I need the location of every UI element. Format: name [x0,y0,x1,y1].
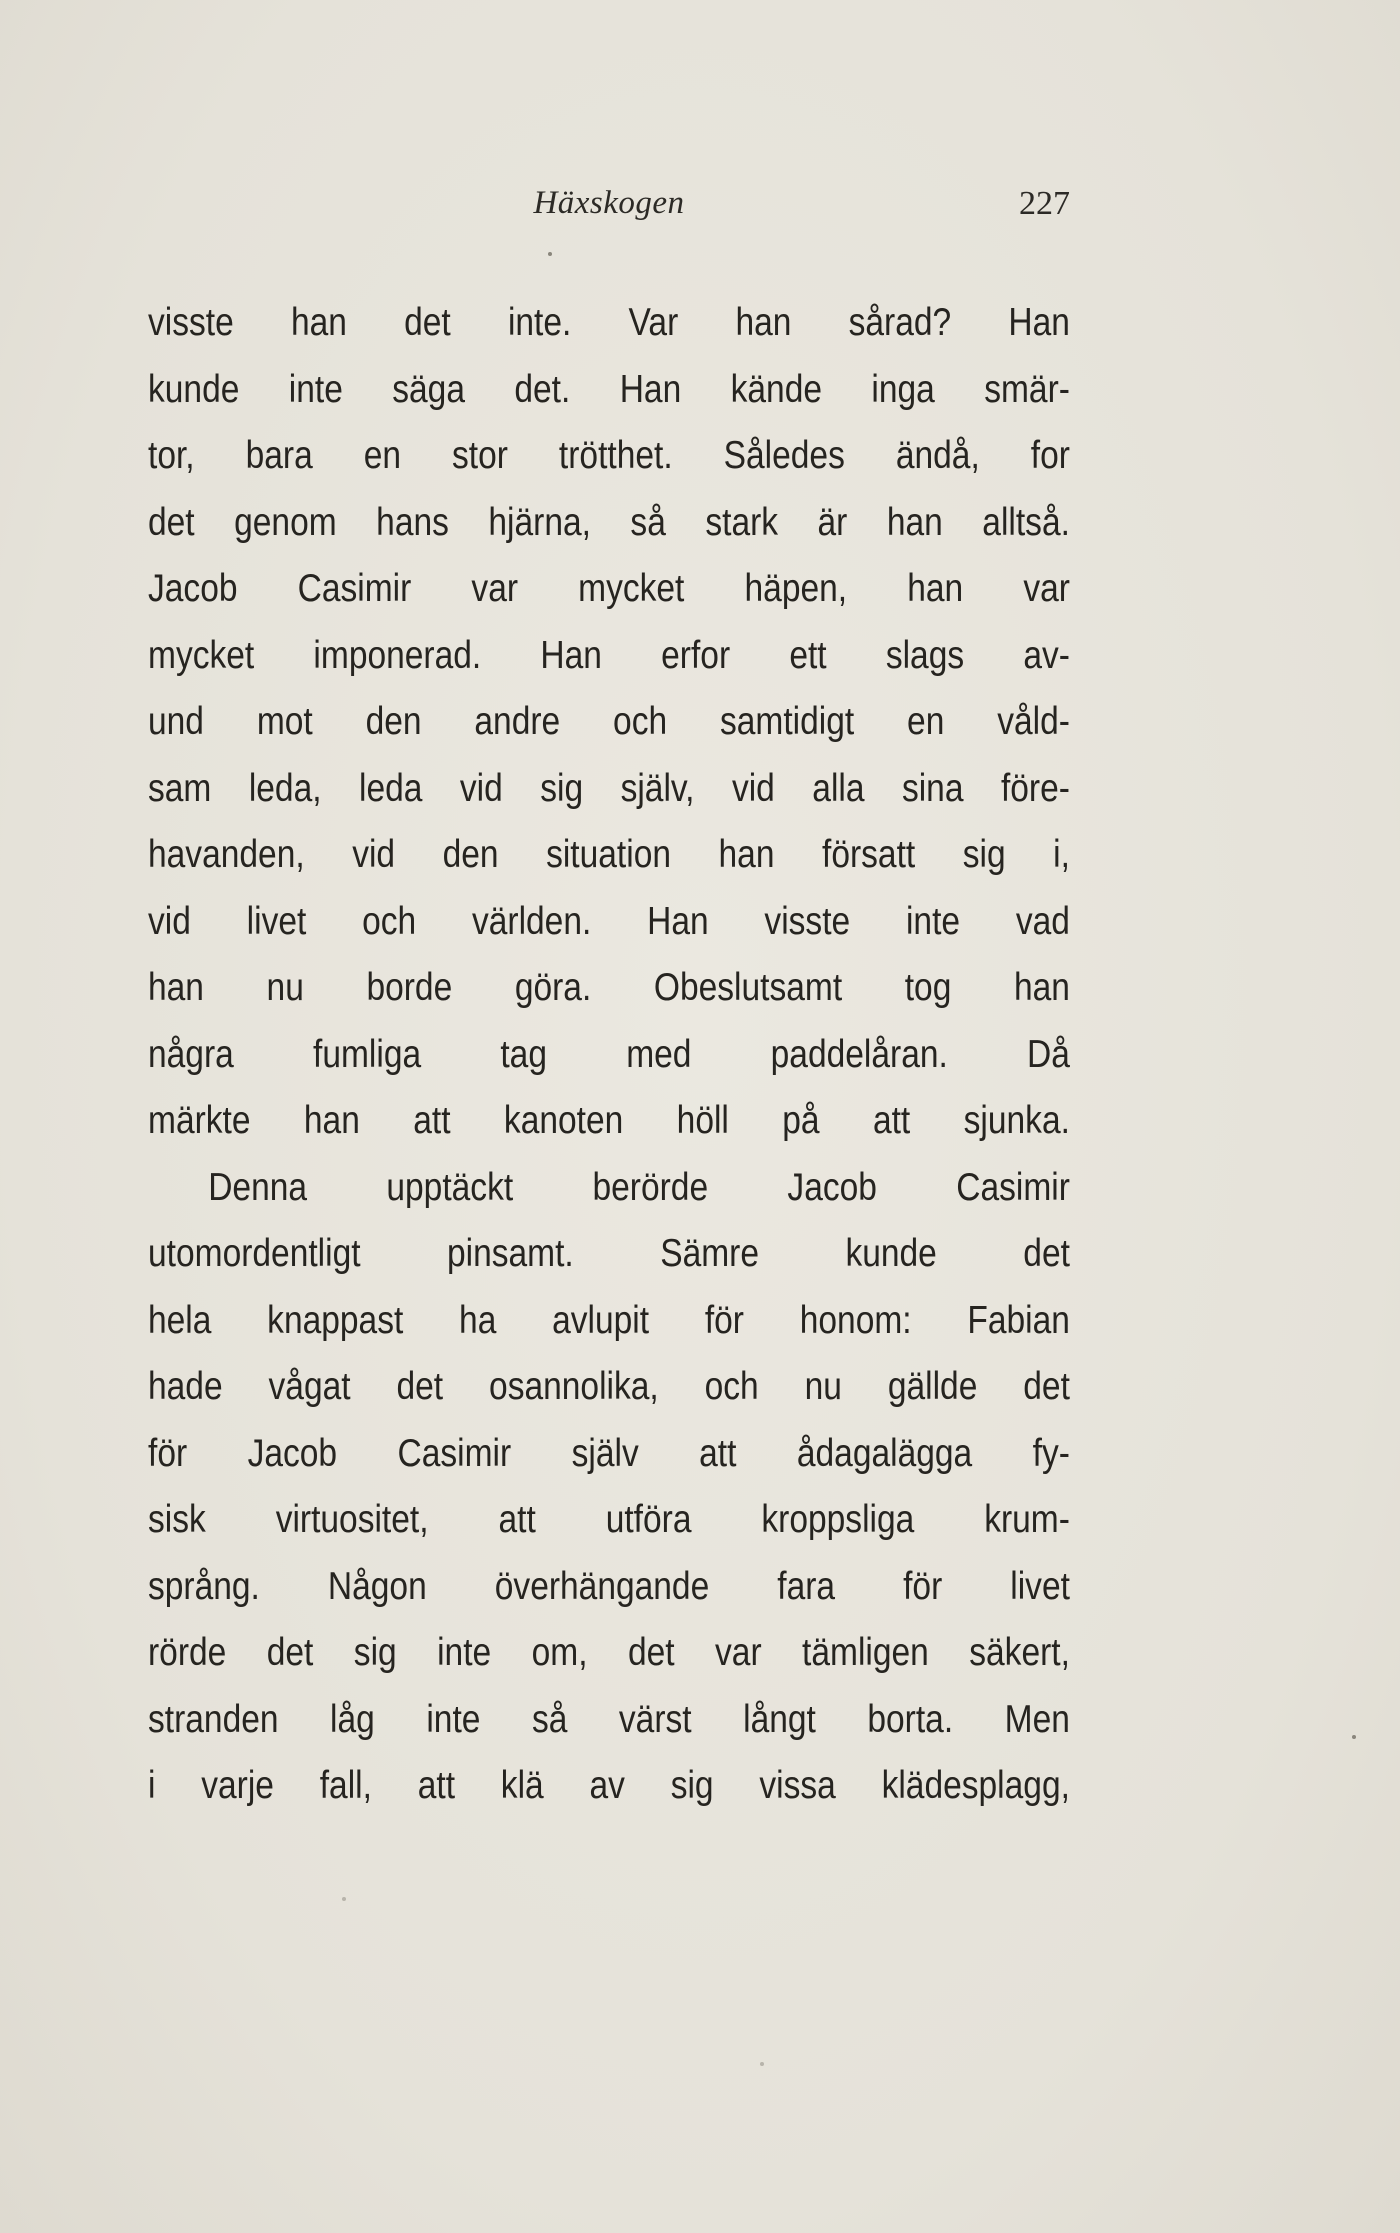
text-line: und mot den andre och samtidigt en våld- [148,700,1070,743]
text-line: stranden låg inte så värst långt borta. Men [148,1697,1070,1741]
text-line: märkte han att kanoten höll på att sjunka. [148,1099,1070,1142]
text-line: havanden, vid den situation han försatt sig i, [148,833,1070,876]
paper-speck [548,252,552,256]
text-line: språng. Någon överhängande fara för livet [148,1564,1070,1608]
body-text [148,290,1070,1820]
page-header [148,185,1070,235]
text-line: han nu borde göra. Obeslutsamt tog han [148,966,1070,1009]
text-line: kunde inte säga det. Han kände inga smär- [148,367,1070,411]
text-line: några fumliga tag med paddelåran. Då [148,1032,1070,1076]
text-line: hela knappast ha avlupit för honom: Fabian [148,1298,1070,1342]
text-line: i varje fall, att klä av sig vissa klädesplagg, [148,1764,1070,1807]
paper-speck [1352,1735,1356,1739]
text-line: Jacob Casimir var mycket häpen, han var [148,567,1070,610]
text-line: visste han det inte. Var han sårad? Han [148,301,1070,344]
text-line: för Jacob Casimir själv att ådagalägga fy- [148,1431,1070,1475]
text-line: Denna upptäckt berörde Jacob Casimir [208,1165,1070,1209]
text-line: sam leda, leda vid sig själv, vid alla sina före- [148,766,1070,810]
running-title: Häxskogen [533,185,685,221]
paper-speck [760,2062,764,2066]
text-line: mycket imponerad. Han erfor ett slags av- [148,633,1070,677]
text-line: rörde det sig inte om, det var tämligen säkert, [148,1631,1070,1674]
text-line: det genom hans hjärna, så stark är han alltså. [148,500,1070,544]
text-line: vid livet och världen. Han visste inte vad [148,899,1070,943]
text-line: sisk virtuositet, att utföra kroppsliga krum- [148,1498,1070,1541]
text-line: tor, bara en stor trötthet. Således ändå, for [148,434,1070,477]
text-line: hade vågat det osannolika, och nu gällde det [148,1365,1070,1408]
paper-speck [342,1897,346,1901]
text-line: utomordentligt pinsamt. Sämre kunde det [148,1232,1070,1275]
page-number: 227 [1019,185,1070,222]
